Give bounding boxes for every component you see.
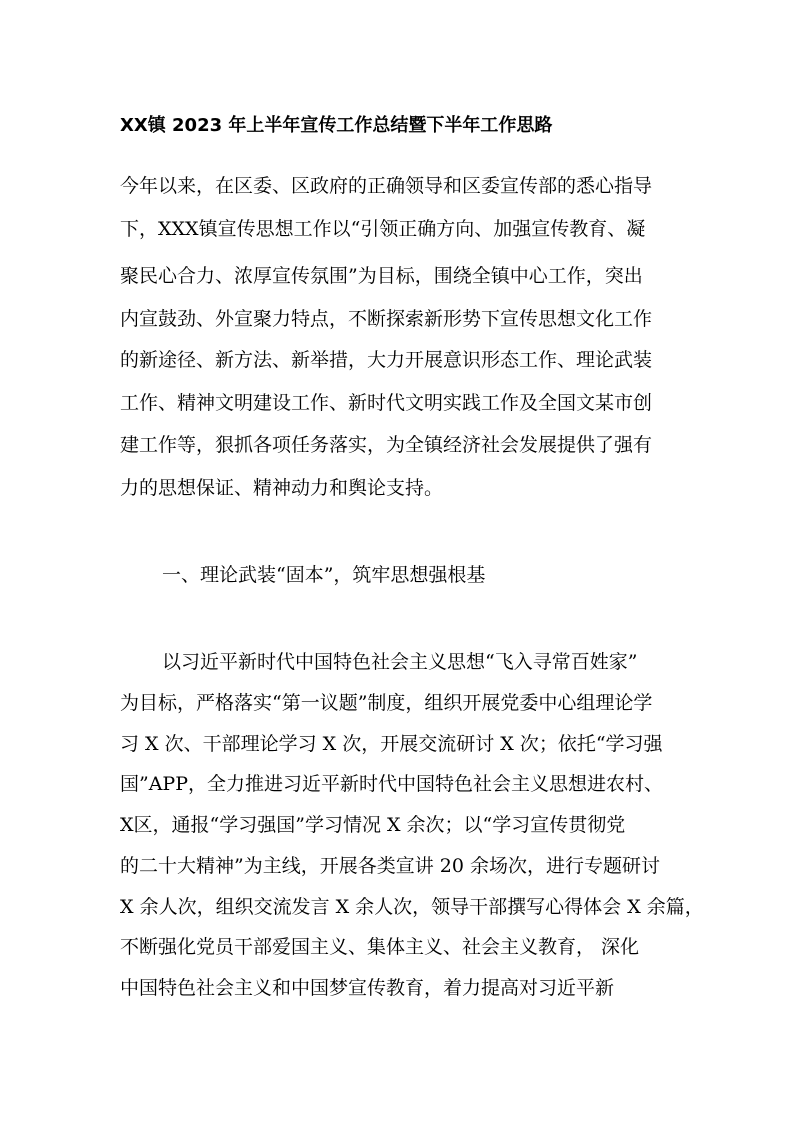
body-line: 不断强化党员干部爱国主义、集体主义、社会主义教育， 深化 xyxy=(120,936,640,958)
body-line: X 余人次，组织交流发言 X 余人次，领导干部撰写心得体会 X 余篇， xyxy=(120,896,704,918)
body-line: 国”APP，全力推进习近平新时代中国特色社会主义思想进农村、 xyxy=(120,773,664,795)
intro-line: 工作、精神文明建设工作、新时代文明实践工作及全国文某市创 xyxy=(120,392,653,414)
body-line: 习 X 次、干部理论学习 X 次，开展交流研讨 X 次；依托“学习强 xyxy=(120,733,663,755)
intro-line: 的新途径、新方法、新举措，大力开展意识形态工作、理论武装 xyxy=(120,349,653,371)
section-heading: 一、理论武装“固本”，筑牢思想强根基 xyxy=(162,564,486,586)
intro-line: 下，XXX镇宣传思想工作以“引领正确方向、加强宣传教育、凝 xyxy=(120,218,646,240)
body-line: 以习近平新时代中国特色社会主义思想“飞入寻常百姓家” xyxy=(162,651,638,673)
intro-line: 内宣鼓劲、外宣聚力特点，不断探索新形势下宣传思想文化工作 xyxy=(120,308,653,330)
body-line: 的二十大精神”为主线，开展各类宣讲 20 余场次，进行专题研讨 xyxy=(120,855,660,877)
intro-line: 建工作等，狠抓各项任务落实，为全镇经济社会发展提供了强有 xyxy=(120,434,653,456)
intro-line: 聚民心合力、浓厚宣传氛围”为目标，围绕全镇中心工作，突出 xyxy=(120,265,643,287)
intro-line: 力的思想保证、精神动力和舆论支持。 xyxy=(120,477,444,499)
body-line: X区，通报“学习强国”学习情况 X 余次；以“学习宣传贯彻党 xyxy=(120,814,626,836)
body-line: 为目标，严格落实“第一议题”制度，组织开展党委中心组理论学 xyxy=(120,692,653,714)
intro-line: 今年以来，在区委、区政府的正确领导和区委宣传部的悉心指导 xyxy=(120,175,653,197)
document-title: XX镇 2023 年上半年宣传工作总结暨下半年工作思路 xyxy=(120,115,553,136)
body-line: 中国特色社会主义和中国梦宣传教育，着力提高对习近平新 xyxy=(120,977,615,999)
